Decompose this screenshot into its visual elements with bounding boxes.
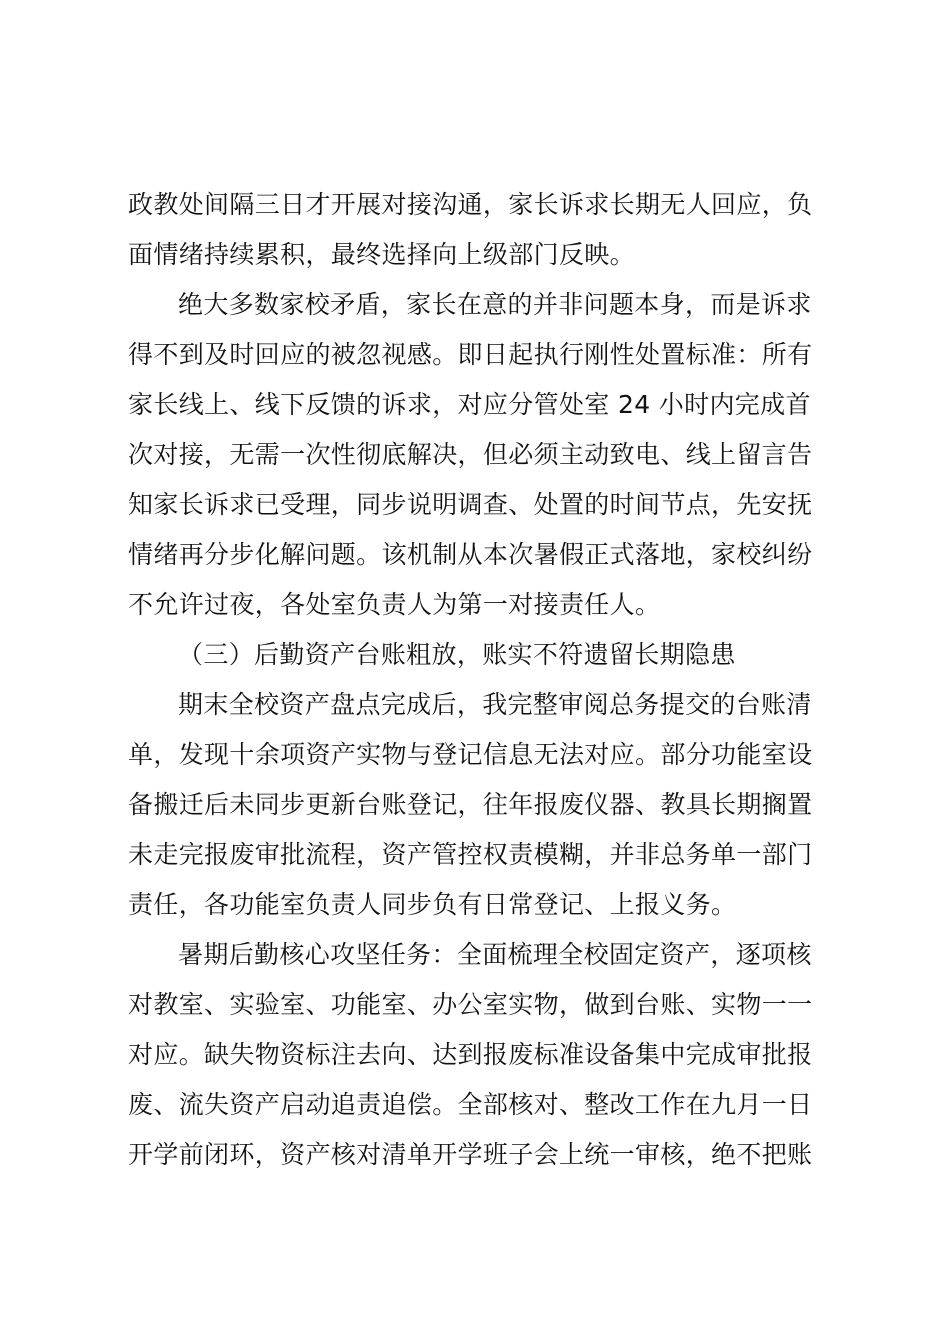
paragraph-first-line: 暑期后勤核心攻坚任务：全面梳理全校固定资产，逐项核 [178, 940, 812, 969]
body-line: 备搬迁后未同步更新台账登记，往年报废仪器、教具长期搁置 [128, 790, 813, 819]
body-line: 情绪再分步化解问题。该机制从本次暑假正式落地，家校纠纷 [128, 540, 813, 569]
body-line: 面情绪持续累积，最终选择向上级部门反映。 [128, 240, 636, 269]
paragraph-first-line: 期末全校资产盘点完成后，我完整审阅总务提交的台账清 [178, 690, 812, 719]
body-line: 得不到及时回应的被忽视感。即日起执行刚性处置标准：所有 [128, 340, 813, 369]
paragraph-first-line: 绝大多数家校矛盾，家长在意的并非问题本身，而是诉求 [178, 290, 812, 319]
body-line: 知家长诉求已受理，同步说明调查、处置的时间节点，先安抚 [128, 490, 813, 519]
body-line: 次对接，无需一次性彻底解决，但必须主动致电、线上留言告 [128, 440, 813, 469]
body-line: 政教处间隔三日才开展对接沟通，家长诉求长期无人回应，负 [128, 190, 813, 219]
body-line: 单，发现十余项资产实物与登记信息无法对应。部分功能室设 [128, 740, 813, 769]
body-line: 家长线上、线下反馈的诉求，对应分管处室 24 小时内完成首 [128, 390, 811, 419]
body-line: 对应。缺失物资标注去向、达到报废标准设备集中完成审批报 [128, 1040, 813, 1069]
body-line: 责任，各功能室负责人同步负有日常登记、上报义务。 [128, 890, 737, 919]
section-heading: （三）后勤资产台账粗放，账实不符遗留长期隐患 [178, 640, 736, 669]
body-line: 开学前闭环，资产核对清单开学班子会上统一审核，绝不把账 [128, 1140, 813, 1169]
body-line: 对教室、实验室、功能室、办公室实物，做到台账、实物一一 [128, 990, 813, 1019]
body-line: 废、流失资产启动追责追偿。全部核对、整改工作在九月一日 [128, 1090, 813, 1119]
body-line: 未走完报废审批流程，资产管控权责模糊，并非总务单一部门 [128, 840, 813, 869]
body-line: 不允许过夜，各处室负责人为第一对接责任人。 [128, 590, 661, 619]
document-body [128, 180, 832, 1180]
